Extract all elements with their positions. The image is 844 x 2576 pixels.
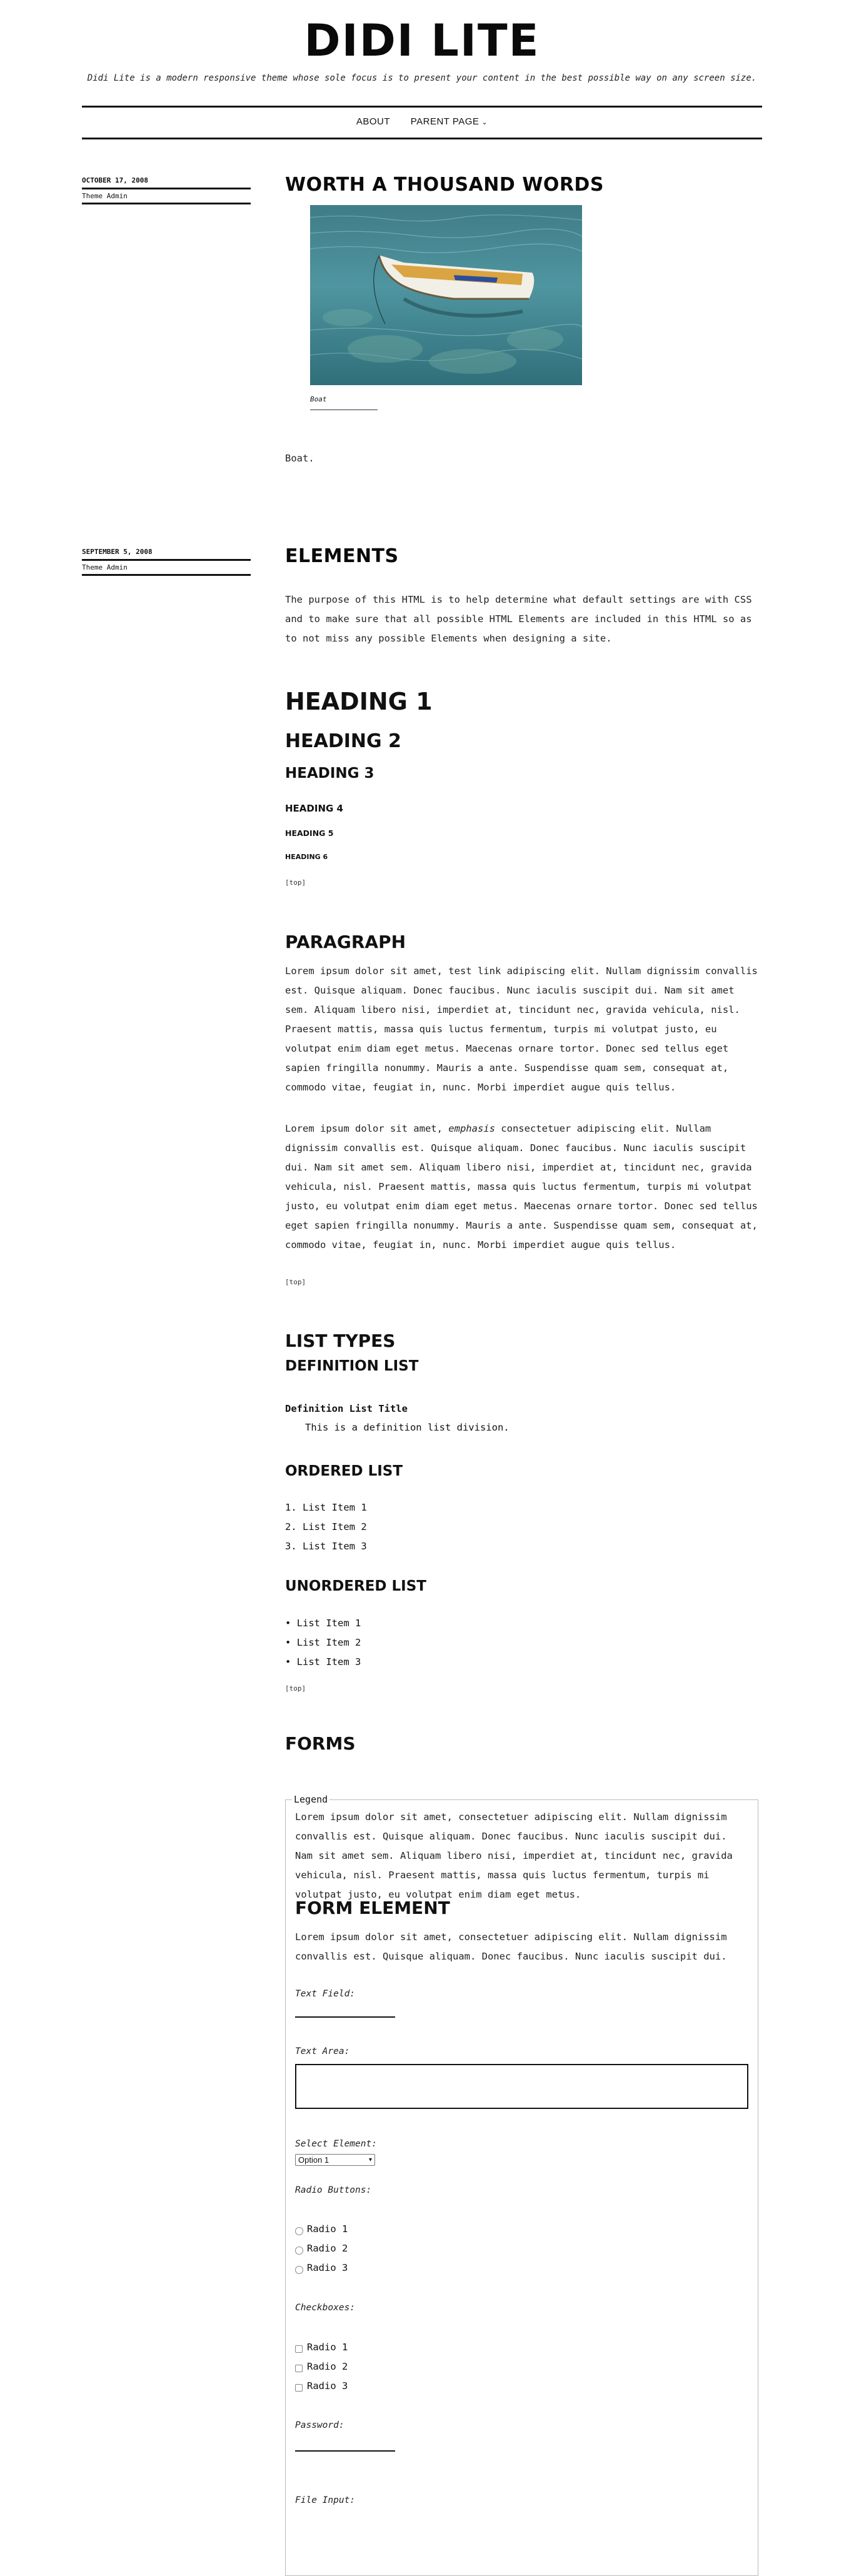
chevron-down-icon: ▾ — [368, 2156, 372, 2163]
image-caption: Boat — [310, 395, 378, 410]
bullet-icon: • — [285, 1618, 291, 1629]
checkbox-label: Radio 2 — [307, 2361, 348, 2372]
text-field-label: Text Field: — [295, 1989, 356, 1999]
list-item-label: List Item 2 — [296, 1637, 361, 1648]
radio-buttons-label: Radio Buttons: — [295, 2185, 372, 2195]
post-body: Boat. — [285, 453, 314, 464]
nav-bottom-rule — [82, 138, 762, 139]
file-input-label: File Input: — [295, 2495, 356, 2505]
post-title[interactable]: WORTH A THOUSAND WORDS — [285, 174, 604, 196]
paragraph-2-suffix: consectetuer adipiscing elit. Nullam dignissim convallis est. Quisque aliquam. Donec faucibus. Nunc iaculis suscipit dui. Nam sit amet sem. Aliquam libero nisi, imperdiet at, tincidunt nec, gravida vehicula, nisl. Praesent mattis, massa quis luctus fermentum, turpis mi volutpat justo, eu volutpat enim diam eget metus. Maecenas ornare tortor. Donec sed tellus eget sapien fringilla nonummy. Mauris a ante. Suspendisse quam sem, consequat at, commodo vitae, feugiat in, nunc. Morbi imperdiet augue quis tellus. — [285, 1123, 758, 1250]
definition-term: Definition List Title — [285, 1403, 408, 1414]
list-item: 2. List Item 2 — [285, 1521, 367, 1532]
radio-label: Radio 3 — [307, 2262, 348, 2273]
select-label: Select Element: — [295, 2139, 377, 2149]
bullet-icon: • — [285, 1656, 291, 1668]
image-figure — [310, 205, 582, 410]
paragraph-2 — [285, 1119, 760, 1255]
chevron-down-icon: ⌄ — [481, 119, 488, 126]
nav-item-parent-page[interactable] — [411, 116, 488, 127]
post-meta — [82, 176, 251, 204]
paragraph-2-prefix: Lorem ipsum dolor sit amet, — [285, 1123, 449, 1134]
heading-6: HEADING 6 — [285, 853, 328, 861]
main-navigation — [0, 116, 844, 127]
radio-label: Radio 1 — [307, 2223, 348, 2235]
checkbox[interactable] — [295, 2345, 303, 2353]
text-area-label: Text Area: — [295, 2046, 350, 2056]
definition-list-heading: DEFINITION LIST — [285, 1358, 419, 1374]
checkbox-label: Radio 1 — [307, 2342, 348, 2353]
text-field-input[interactable] — [295, 2016, 395, 2018]
radio-button[interactable] — [295, 2246, 303, 2255]
bullet-icon: • — [285, 1637, 291, 1648]
text-area-input[interactable] — [295, 2064, 748, 2109]
heading-1: HEADING 1 — [285, 688, 433, 715]
heading-3: HEADING 3 — [285, 765, 374, 782]
heading-4: HEADING 4 — [285, 803, 343, 814]
select-element[interactable] — [295, 2154, 375, 2166]
list-types-heading: LIST TYPES — [285, 1331, 396, 1351]
top-link[interactable]: [top] — [285, 878, 306, 887]
list-item-label: List Item 2 — [303, 1521, 367, 1532]
legend-paragraph: Lorem ipsum dolor sit amet, consectetuer adipiscing elit. Nullam dignissim convallis est. Quisque aliquam. Donec faucibus. Nunc iaculis suscipit dui. Nam sit amet sem. Aliquam libero nisi, imperdiet at, tincidunt nec, gravida vehicula, nisl. Praesent mattis, massa quis luctus fermentum, turpis mi volutpat justo, eu volutpat enim diam eget metus. — [295, 1811, 733, 1900]
paragraph-heading: PARAGRAPH — [285, 932, 406, 952]
post-author[interactable]: Theme Admin — [82, 189, 251, 204]
forms-heading: FORMS — [285, 1733, 356, 1754]
top-link[interactable]: [top] — [285, 1278, 306, 1286]
nav-item-about[interactable]: ABOUT — [356, 116, 391, 127]
form-element-paragraph: Lorem ipsum dolor sit amet, consectetuer adipiscing elit. Nullam dignissim convallis est. Quisque aliquam. Donec faucibus. Nunc iaculis suscipit dui. — [295, 1931, 727, 1962]
list-item-label: List Item 3 — [296, 1656, 361, 1668]
radio-button[interactable] — [295, 2266, 303, 2274]
form-fieldset — [285, 1794, 758, 2576]
checkbox-label: Radio 3 — [307, 2380, 348, 2392]
heading-5: HEADING 5 — [285, 828, 334, 838]
post-meta — [82, 548, 251, 576]
post-date[interactable]: OCTOBER 17, 2008 — [82, 176, 251, 189]
list-item: 3. List Item 3 — [285, 1541, 367, 1552]
site-title[interactable]: DIDI LITE — [304, 15, 540, 66]
password-input[interactable] — [295, 2450, 395, 2452]
emphasis-text: emphasis — [448, 1123, 495, 1134]
intro-paragraph: The purpose of this HTML is to help determine what default settings are with CSS and to make sure that all possible HTML Elements are included in this HTML so as to not miss any possible Elements when designing a site. — [285, 594, 752, 644]
post-title[interactable]: ELEMENTS — [285, 545, 399, 567]
boat-image — [310, 205, 582, 385]
list-item-label: List Item 3 — [303, 1541, 367, 1552]
list-item — [285, 1618, 361, 1629]
unordered-list-heading: UNORDERED LIST — [285, 1578, 426, 1594]
radio-button[interactable] — [295, 2227, 303, 2235]
radio-label: Radio 2 — [307, 2243, 348, 2254]
top-link[interactable]: [top] — [285, 1684, 306, 1693]
site-tagline: Didi Lite is a modern responsive theme whose sole focus is to present your content in the best possible way on any screen size. — [87, 73, 757, 83]
password-label: Password: — [295, 2420, 344, 2430]
post-date[interactable]: SEPTEMBER 5, 2008 — [82, 548, 251, 561]
paragraph-1: Lorem ipsum dolor sit amet, test link adipiscing elit. Nullam dignissim convallis est. Quisque aliquam. Donec faucibus. Nunc iaculis suscipit dui. Nam sit amet sem. Aliquam libero nisi, imperdiet at, tincidunt nec, gravida vehicula, nisl. Praesent mattis, massa quis luctus fermentum, turpis mi volutpat justo, eu volutpat enim diam eget metus. Maecenas ornare tortor. Donec sed tellus eget sapien fringilla nonummy. Mauris a ante. Suspendisse quam sem, consequat at, commodo vitae, feugiat in, nunc. Morbi imperdiet augue quis tellus. — [285, 965, 758, 1093]
form-element-heading: FORM ELEMENT — [295, 1898, 450, 1918]
select-value: Option 1 — [298, 2155, 329, 2165]
list-item — [285, 1637, 361, 1648]
fieldset-legend: Legend — [292, 1794, 329, 1805]
list-item-label: List Item 1 — [303, 1502, 367, 1513]
definition-description: This is a definition list division. — [305, 1422, 510, 1433]
heading-2: HEADING 2 — [285, 730, 401, 752]
nav-item-label: PARENT PAGE — [410, 116, 480, 127]
list-item: 1. List Item 1 — [285, 1502, 367, 1513]
post-author[interactable]: Theme Admin — [82, 561, 251, 576]
ordered-list-heading: ORDERED LIST — [285, 1463, 403, 1479]
checkboxes-label: Checkboxes: — [295, 2303, 356, 2313]
list-item — [285, 1656, 361, 1668]
nav-top-rule — [82, 106, 762, 108]
checkbox[interactable] — [295, 2365, 303, 2372]
checkbox[interactable] — [295, 2384, 303, 2392]
list-item-label: List Item 1 — [296, 1618, 361, 1629]
post-worth-a-thousand-words — [285, 174, 760, 468]
